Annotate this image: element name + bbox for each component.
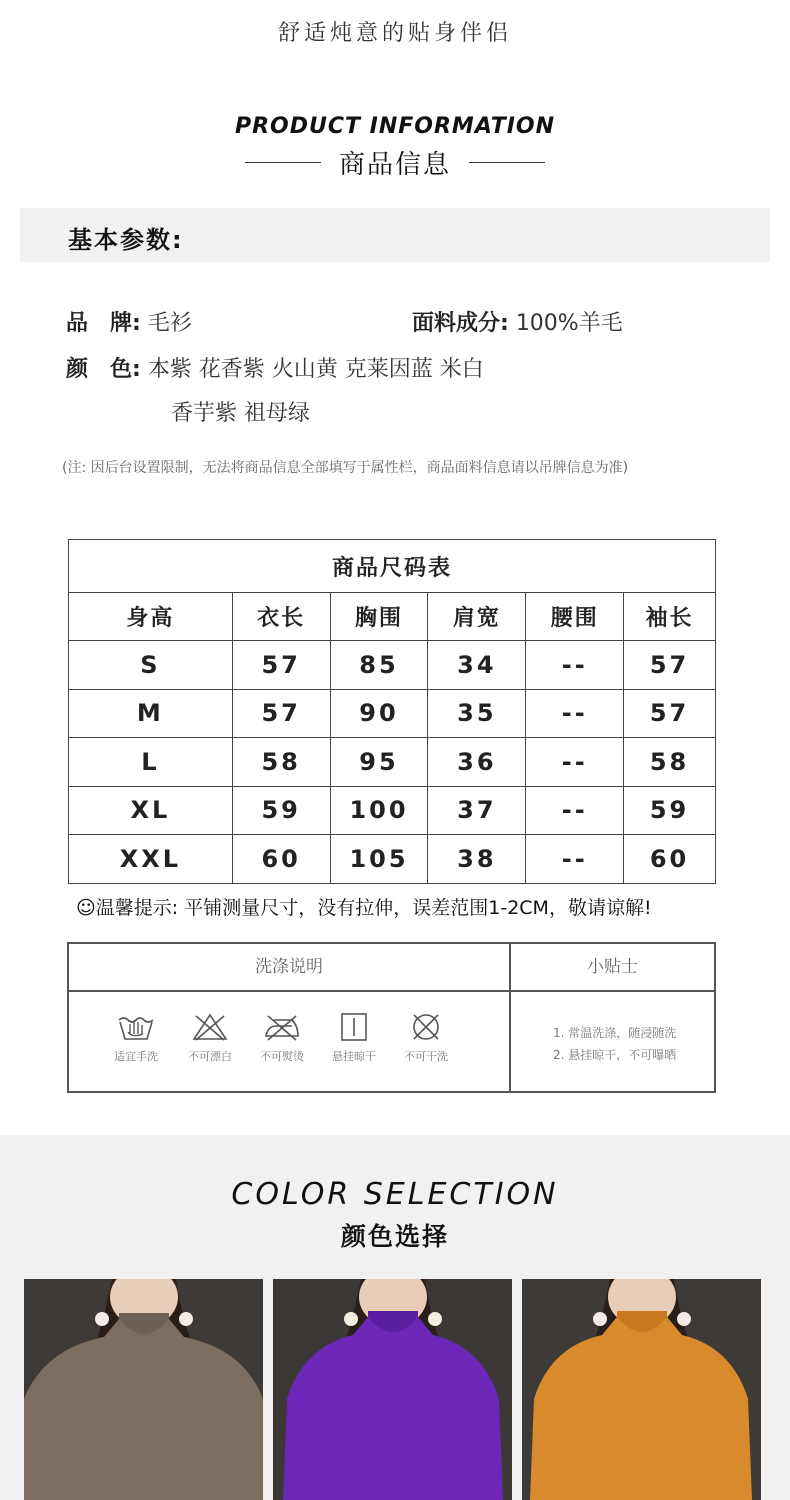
table-row	[69, 641, 716, 690]
header-chest: 胸围	[330, 593, 428, 641]
header-shoulder: 肩宽	[428, 593, 526, 641]
no-bleach-label: 不可漂白	[188, 1050, 232, 1063]
no-dry-clean-label: 不可干洗	[404, 1050, 448, 1063]
no-iron-icon	[262, 1012, 302, 1042]
chest-cell: 90	[330, 689, 428, 738]
fabric-label: 面料成分:	[412, 311, 509, 336]
size-cell: L	[69, 738, 233, 787]
size-cell: M	[69, 689, 233, 738]
size-table-header-row	[69, 593, 716, 641]
color-value-line2: 香芋紫 祖母绿	[171, 401, 310, 426]
fabric-value: 100%羊毛	[515, 311, 623, 336]
shoulder-cell: 38	[428, 835, 526, 884]
no-dry-clean-icon	[406, 1012, 446, 1042]
header-length: 衣长	[232, 593, 330, 641]
fabric-attribute	[412, 306, 623, 337]
wash-icons-panel	[69, 992, 511, 1091]
sleeve-cell: 59	[624, 786, 716, 835]
wash-instructions-title: 洗涤说明	[69, 944, 511, 992]
table-row	[69, 835, 716, 884]
wash-item-no-iron	[247, 1012, 317, 1064]
header-sleeve: 袖长	[624, 593, 716, 641]
tip-item: 2. 悬挂晾干，不可曝晒	[553, 1048, 677, 1062]
model-photo	[522, 1279, 761, 1500]
length-cell: 58	[232, 738, 330, 787]
color-photo-purple[interactable]	[273, 1279, 512, 1500]
wash-item-hand-wash	[101, 1012, 171, 1064]
color-attribute	[66, 352, 484, 383]
size-cell: XL	[69, 786, 233, 835]
table-row	[69, 786, 716, 835]
model-photo	[273, 1279, 512, 1500]
no-iron-label: 不可熨烫	[260, 1050, 304, 1063]
color-selection-section	[0, 1135, 790, 1500]
wash-item-no-dry-clean	[391, 1012, 461, 1064]
size-table	[68, 539, 716, 884]
attribute-note: (注: 因后台设置限制，无法将商品信息全部填写于属性栏，商品面料信息请以吊牌信息为准)	[62, 460, 629, 476]
wash-instructions-box	[67, 942, 716, 1093]
shoulder-cell: 34	[428, 641, 526, 690]
chest-cell: 105	[330, 835, 428, 884]
shoulder-cell: 35	[428, 689, 526, 738]
color-label: 颜 色:	[66, 357, 141, 382]
color-selection-title-cn: 颜色选择	[340, 1222, 449, 1251]
brand-value: 毛衫	[147, 311, 192, 336]
chest-cell: 95	[330, 738, 428, 787]
sleeve-cell: 57	[624, 641, 716, 690]
header-waist: 腰围	[526, 593, 624, 641]
model-photo	[24, 1279, 263, 1500]
length-cell: 59	[232, 786, 330, 835]
length-cell: 57	[232, 641, 330, 690]
size-cell: S	[69, 641, 233, 690]
hang-dry-label: 悬挂晾干	[332, 1050, 376, 1063]
basic-params-title: 基本参数:	[68, 226, 184, 254]
tips-title: 小贴士	[511, 944, 714, 992]
color-selection-title-en: COLOR SELECTION	[231, 1177, 559, 1212]
sleeve-cell: 60	[624, 835, 716, 884]
waist-cell: --	[526, 786, 624, 835]
waist-cell: --	[526, 738, 624, 787]
waist-cell: --	[526, 689, 624, 738]
chest-cell: 85	[330, 641, 428, 690]
length-cell: 60	[232, 835, 330, 884]
tagline: 舒适炖意的贴身伴侣	[277, 21, 512, 46]
tips-list	[553, 1022, 676, 1066]
wash-item-no-bleach	[175, 1012, 245, 1064]
shoulder-cell: 37	[428, 786, 526, 835]
product-info-title-cn: 商品信息	[338, 150, 451, 180]
color-value-line1: 本紫 花香紫 火山黄 克莱因蓝 米白	[147, 357, 484, 382]
size-table-title-row	[69, 540, 716, 593]
tip-item: 1. 常温洗涤，随浸随洗	[553, 1026, 677, 1040]
chest-cell: 100	[330, 786, 428, 835]
header-height: 身高	[69, 593, 233, 641]
no-bleach-icon	[190, 1012, 230, 1042]
basic-params-bar	[20, 208, 770, 262]
divider-left	[245, 162, 321, 163]
brand-attribute	[66, 306, 192, 337]
brand-label: 品 牌:	[66, 311, 141, 336]
divider-right	[469, 162, 545, 163]
product-info-title-en: PRODUCT INFORMATION	[234, 114, 556, 139]
color-photo-taupe[interactable]	[24, 1279, 263, 1500]
size-table-title: 商品尺码表	[69, 540, 716, 593]
hand-wash-label: 适宜手洗	[114, 1050, 158, 1063]
color-photo-orange[interactable]	[522, 1279, 761, 1500]
length-cell: 57	[232, 689, 330, 738]
hand-wash-icon	[116, 1012, 156, 1042]
table-row	[69, 738, 716, 787]
waist-cell: --	[526, 835, 624, 884]
hang-dry-icon	[334, 1012, 374, 1042]
shoulder-cell: 36	[428, 738, 526, 787]
waist-cell: --	[526, 641, 624, 690]
wash-item-hang-dry	[319, 1012, 389, 1064]
table-row	[69, 689, 716, 738]
measurement-tip: ☺温馨提示: 平铺测量尺寸，没有拉伸，误差范围1-2CM，敬请谅解!	[76, 897, 652, 919]
sleeve-cell: 58	[624, 738, 716, 787]
sleeve-cell: 57	[624, 689, 716, 738]
product-info-title-row	[0, 144, 790, 181]
size-cell: XXL	[69, 835, 233, 884]
